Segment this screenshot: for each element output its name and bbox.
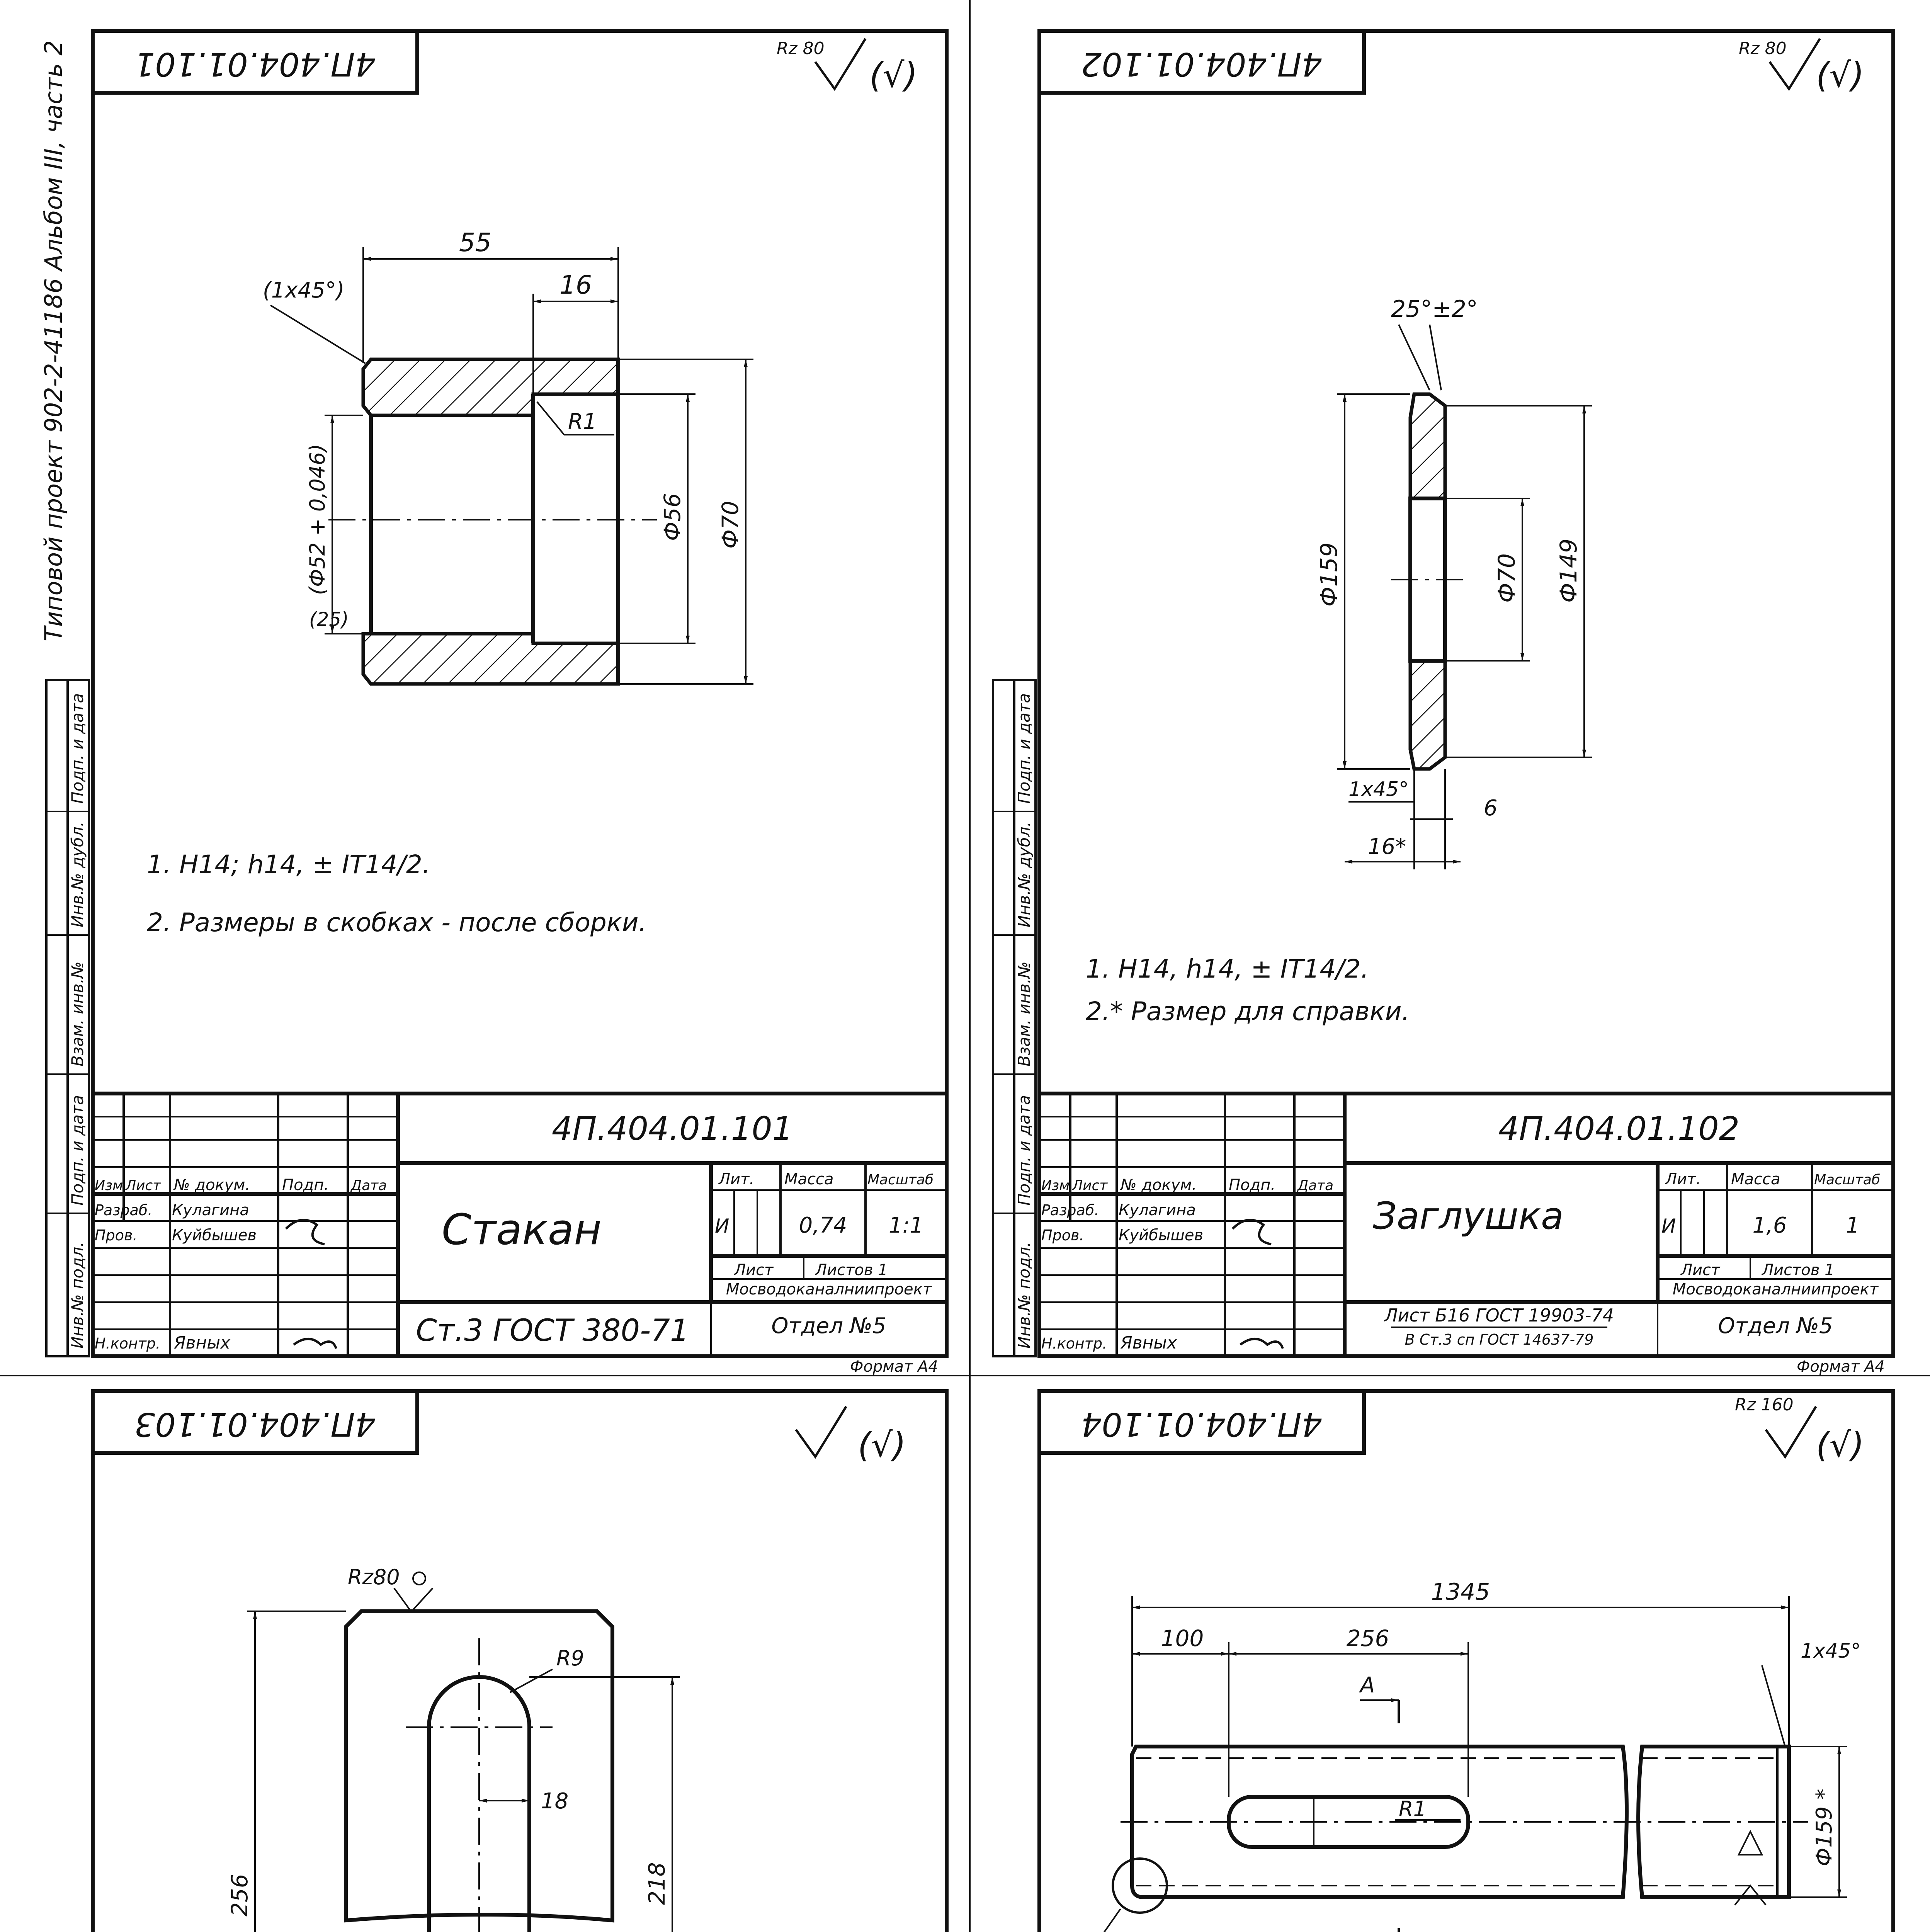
svg-text:1345: 1345 (1431, 1578, 1490, 1605)
roughness-bracket: (√) (869, 55, 918, 95)
title-block (93, 1094, 947, 1356)
dim-angle: (25) (309, 608, 349, 631)
svg-text:Формат А4: Формат А4 (1797, 1358, 1885, 1376)
cup-section (263, 228, 753, 684)
svg-text:Куйбышев: Куйбышев (1119, 1226, 1204, 1244)
svg-text:100: 100 (1161, 1625, 1204, 1651)
svg-text:Масштаб: Масштаб (1814, 1172, 1881, 1188)
dim-55: 55 (459, 228, 491, 257)
svg-text:Явных: Явных (1121, 1333, 1177, 1353)
album-title: Типовой проект 902-2-41186 Альбом III, часть 2 (39, 40, 68, 641)
org: Мосводоканалниипроект (726, 1281, 932, 1298)
part-name: Стакан (441, 1205, 602, 1254)
pipe-view (1066, 1578, 1861, 1932)
svg-text:В Ст.3 сп ГОСТ 14637-79: В Ст.3 сп ГОСТ 14637-79 (1405, 1331, 1594, 1348)
strip-label-r5: Подп. и дата (1015, 693, 1034, 804)
svg-text:Мосводоканалниипроект: Мосводоканалниипроект (1672, 1281, 1879, 1298)
svg-text:Пров.: Пров. (1041, 1227, 1084, 1244)
svg-text:1,6: 1,6 (1752, 1213, 1787, 1238)
svg-text:256: 256 (226, 1874, 253, 1917)
svg-text:Лист: Лист (126, 1178, 161, 1194)
svg-text:18: 18 (541, 1789, 569, 1814)
strip-label-3: Взам. инв.№ (68, 961, 87, 1066)
svg-text:Пров.: Пров. (95, 1227, 138, 1244)
svg-text:Лит.: Лит. (1665, 1170, 1701, 1188)
svg-text:4П.404.01.104: 4П.404.01.104 (1081, 1405, 1323, 1444)
svg-text:Подп.: Подп. (1229, 1176, 1276, 1194)
svg-text:16*: 16* (1368, 834, 1406, 859)
note-1: 1. H14; h14, ± IT14/2. (147, 850, 430, 879)
sheet-104 (1039, 1391, 1893, 1932)
svg-text:Разраб.: Разраб. (1041, 1202, 1099, 1219)
svg-text:А: А (1360, 1673, 1375, 1698)
dim-d70: Ф70 (717, 501, 743, 549)
svg-text:№ докум.: № докум. (1121, 1176, 1197, 1194)
strip-label-4: Инв.№ дубл. (68, 821, 87, 927)
dim-d56: Ф56 (659, 493, 685, 541)
svg-text:(√): (√) (1816, 55, 1864, 95)
roughness-label: Rz 80 (777, 39, 825, 58)
svg-text:1: 1 (1846, 1213, 1860, 1238)
svg-text:Отдел №5: Отдел №5 (1718, 1313, 1833, 1338)
format: Формат А4 (850, 1358, 938, 1376)
svg-text:Дата: Дата (1297, 1178, 1334, 1194)
strip-label-2: Подп. и дата (68, 1095, 87, 1206)
svg-text:Лит.: Лит. (719, 1170, 755, 1188)
svg-text:Листов 1: Листов 1 (815, 1261, 888, 1279)
svg-text:Rz 80: Rz 80 (1739, 39, 1787, 58)
svg-text:Лист: Лист (1681, 1261, 1720, 1279)
svg-text:И: И (1661, 1215, 1676, 1237)
strip-label-5: Подп. и дата (68, 693, 87, 804)
strip-label-r2: Подп. и дата (1015, 1095, 1034, 1206)
svg-text:256: 256 (1346, 1625, 1389, 1651)
norm-control: Явных (174, 1333, 231, 1353)
svg-text:Ф149: Ф149 (1555, 538, 1582, 603)
svg-text:4П.404.01.102: 4П.404.01.102 (1081, 45, 1323, 83)
boss-plate (226, 1565, 680, 1932)
svg-text:Изм: Изм (1041, 1178, 1070, 1194)
dim-r1: R1 (568, 409, 597, 434)
dim-d52: (Ф52 + 0,046) (305, 444, 330, 595)
svg-text:Rz 160: Rz 160 (1735, 1395, 1794, 1415)
sheet-frame (93, 31, 947, 1356)
material: Ст.3 ГОСТ 380-71 (416, 1313, 689, 1348)
svg-text:Масса: Масса (1731, 1170, 1780, 1188)
scale: 1:1 (888, 1213, 924, 1238)
dept: Отдел №5 (771, 1313, 886, 1338)
sheet-code-rotated: 4П.404.01.101 (134, 45, 376, 83)
svg-text:218: 218 (644, 1862, 670, 1905)
svg-text:Ф159 *: Ф159 * (1812, 1789, 1837, 1866)
svg-text:Масса: Масса (784, 1170, 834, 1188)
binding-strip-top (39, 40, 89, 1356)
svg-text:Заглушка: Заглушка (1373, 1194, 1564, 1238)
svg-text:Изм: Изм (95, 1178, 123, 1194)
sheet-103 (93, 1391, 947, 1932)
svg-text:Rz80: Rz80 (348, 1565, 400, 1589)
strip-label-r4: Инв.№ дубл. (1015, 821, 1034, 927)
svg-text:1x45°: 1x45° (1348, 778, 1409, 801)
svg-text:1x45°: 1x45° (1801, 1639, 1861, 1663)
svg-text:Ф70: Ф70 (1493, 553, 1520, 603)
svg-text:1. H14, h14, ± IT14/2.: 1. H14, h14, ± IT14/2. (1086, 954, 1369, 984)
svg-text:И: И (715, 1215, 729, 1237)
developer: Кулагина (172, 1201, 249, 1219)
strip-label-r3: Взам. инв.№ (1015, 961, 1034, 1066)
binding-strip-right-top (993, 680, 1036, 1356)
svg-text:4П.404.01.102: 4П.404.01.102 (1498, 1110, 1740, 1148)
svg-text:4П.404.01.103: 4П.404.01.103 (134, 1405, 376, 1444)
svg-text:Разраб.: Разраб. (95, 1202, 153, 1219)
svg-text:Н.контр.: Н.контр. (95, 1335, 161, 1352)
strip-label-r1: Инв.№ подл. (1015, 1242, 1034, 1349)
checker: Куйбышев (172, 1226, 257, 1244)
svg-text:Н.контр.: Н.контр. (1041, 1335, 1107, 1352)
svg-text:Ф159: Ф159 (1316, 542, 1343, 607)
sheet-101 (93, 31, 947, 1376)
svg-text:Лист: Лист (1072, 1178, 1108, 1194)
sheet-102 (1039, 31, 1893, 1376)
hatch-bottom (363, 634, 618, 684)
strip-label-1: Инв.№ подл. (68, 1242, 87, 1349)
svg-text:Листов 1: Листов 1 (1762, 1261, 1835, 1279)
svg-text:Масштаб: Масштаб (867, 1172, 934, 1188)
dim-chamfer: (1x45°) (263, 278, 345, 303)
svg-text:Кулагина: Кулагина (1119, 1201, 1196, 1219)
sheet-code: 4П.404.01.101 (551, 1110, 793, 1148)
dim-16: 16 (559, 270, 592, 300)
svg-text:Лист Б16 ГОСТ 19903-74: Лист Б16 ГОСТ 19903-74 (1384, 1305, 1614, 1326)
svg-text:Дата: Дата (351, 1178, 387, 1194)
svg-text:R1: R1 (1399, 1797, 1427, 1821)
svg-text:(√): (√) (1816, 1425, 1864, 1465)
svg-text:(√): (√) (858, 1425, 906, 1465)
svg-text:R9: R9 (556, 1646, 584, 1670)
plug-section (1316, 296, 1592, 869)
svg-text:6: 6 (1484, 796, 1498, 821)
mass: 0,74 (799, 1213, 847, 1238)
svg-text:25°±2°: 25°±2° (1391, 296, 1478, 323)
signature (286, 1220, 325, 1244)
hatch-top (363, 359, 618, 415)
note-2: 2. Размеры в скобках - после сборки. (147, 908, 647, 937)
title-block (1039, 1094, 1893, 1356)
svg-text:2.* Размер для справки.: 2.* Размер для справки. (1086, 997, 1410, 1026)
svg-text:Подп.: Подп. (282, 1176, 329, 1194)
svg-text:№ докум.: № докум. (174, 1176, 250, 1194)
signature-2 (294, 1339, 336, 1349)
svg-text:Лист: Лист (734, 1261, 774, 1279)
